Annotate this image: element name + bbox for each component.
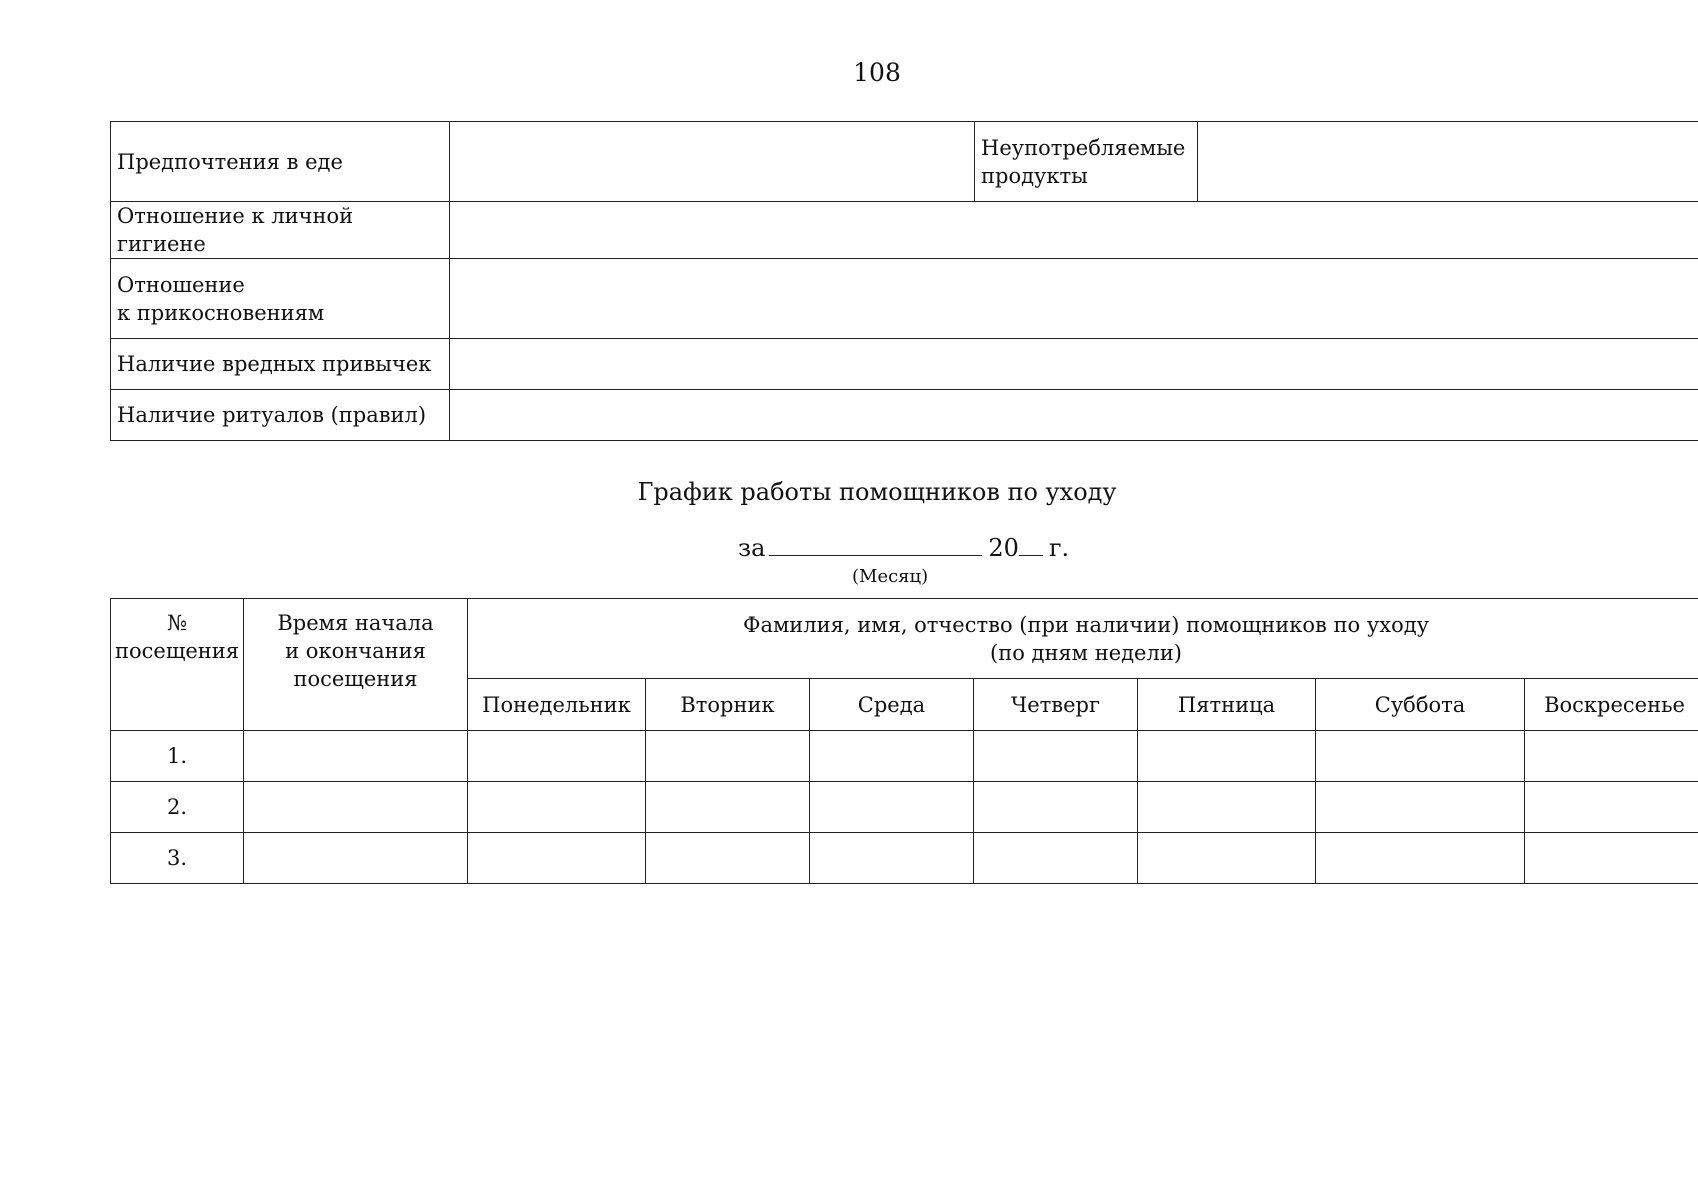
- schedule-cell[interactable]: [646, 782, 810, 833]
- schedule-period: [738, 533, 1069, 562]
- schedule-cell[interactable]: [974, 782, 1138, 833]
- table-row: [111, 731, 1698, 782]
- visit-time-cell[interactable]: [244, 782, 468, 833]
- day-header: Понедельник: [468, 679, 646, 731]
- table-row: [111, 833, 1698, 884]
- day-header: Воскресенье: [1525, 679, 1698, 731]
- day-header: Четверг: [974, 679, 1138, 731]
- rituals-label: Наличие ритуалов (правил): [111, 390, 450, 441]
- table-row: [111, 122, 1698, 202]
- table-row: [111, 339, 1698, 390]
- schedule-cell[interactable]: [974, 731, 1138, 782]
- bad-habits-field[interactable]: [450, 339, 1698, 390]
- excluded-foods-field[interactable]: [1198, 122, 1698, 202]
- hygiene-attitude-label: Отношение к личной гигиене: [111, 202, 450, 259]
- day-header: Вторник: [646, 679, 810, 731]
- day-header: Пятница: [1138, 679, 1316, 731]
- year-field[interactable]: [1019, 533, 1043, 556]
- visit-number: 1.: [111, 731, 244, 782]
- profile-table: [110, 121, 1698, 441]
- hygiene-attitude-field[interactable]: [450, 202, 1698, 259]
- schedule-cell[interactable]: [1316, 833, 1525, 884]
- schedule-cell[interactable]: [810, 731, 974, 782]
- touch-attitude-label: Отношение к прикосновениям: [111, 259, 450, 339]
- period-prefix: за: [738, 534, 766, 562]
- touch-attitude-field[interactable]: [450, 259, 1698, 339]
- period-year: 20: [988, 534, 1019, 562]
- rituals-field[interactable]: [450, 390, 1698, 441]
- schedule-cell[interactable]: [1316, 731, 1525, 782]
- table-row: [111, 782, 1698, 833]
- excluded-foods-label: Неупотребляемые продукты: [975, 122, 1198, 202]
- month-caption: (Месяц): [852, 566, 929, 587]
- day-header: Среда: [810, 679, 974, 731]
- period-suffix: г.: [1048, 534, 1070, 562]
- visit-number-header: № посещения: [111, 599, 244, 731]
- visit-time-cell[interactable]: [244, 731, 468, 782]
- food-preferences-label: Предпочтения в еде: [111, 122, 450, 202]
- page-number: 108: [853, 58, 901, 87]
- assistants-header: Фамилия, имя, отчество (при наличии) помощников по уходу (по дням недели): [468, 599, 1698, 679]
- table-row: [111, 202, 1698, 259]
- schedule-cell[interactable]: [1138, 833, 1316, 884]
- schedule-cell[interactable]: [1525, 782, 1698, 833]
- schedule-cell[interactable]: [646, 833, 810, 884]
- visit-number: 2.: [111, 782, 244, 833]
- month-field[interactable]: [769, 533, 982, 556]
- visit-time-header: Время начала и окончания посещения: [244, 599, 468, 731]
- schedule-cell[interactable]: [810, 833, 974, 884]
- day-header: Суббота: [1316, 679, 1525, 731]
- schedule-cell[interactable]: [1138, 782, 1316, 833]
- schedule-cell[interactable]: [468, 782, 646, 833]
- schedule-cell[interactable]: [646, 731, 810, 782]
- food-preferences-field[interactable]: [450, 122, 975, 202]
- schedule-cell[interactable]: [1138, 731, 1316, 782]
- schedule-cell[interactable]: [1316, 782, 1525, 833]
- schedule-cell[interactable]: [974, 833, 1138, 884]
- schedule-title: График работы помощников по уходу: [637, 478, 1117, 506]
- header-row: [111, 599, 1698, 679]
- table-row: [111, 259, 1698, 339]
- schedule-cell[interactable]: [1525, 833, 1698, 884]
- bad-habits-label: Наличие вредных привычек: [111, 339, 450, 390]
- schedule-cell[interactable]: [1525, 731, 1698, 782]
- schedule-table: [110, 598, 1698, 884]
- schedule-cell[interactable]: [468, 731, 646, 782]
- schedule-cell[interactable]: [468, 833, 646, 884]
- schedule-cell[interactable]: [810, 782, 974, 833]
- visit-number: 3.: [111, 833, 244, 884]
- table-row: [111, 390, 1698, 441]
- visit-time-cell[interactable]: [244, 833, 468, 884]
